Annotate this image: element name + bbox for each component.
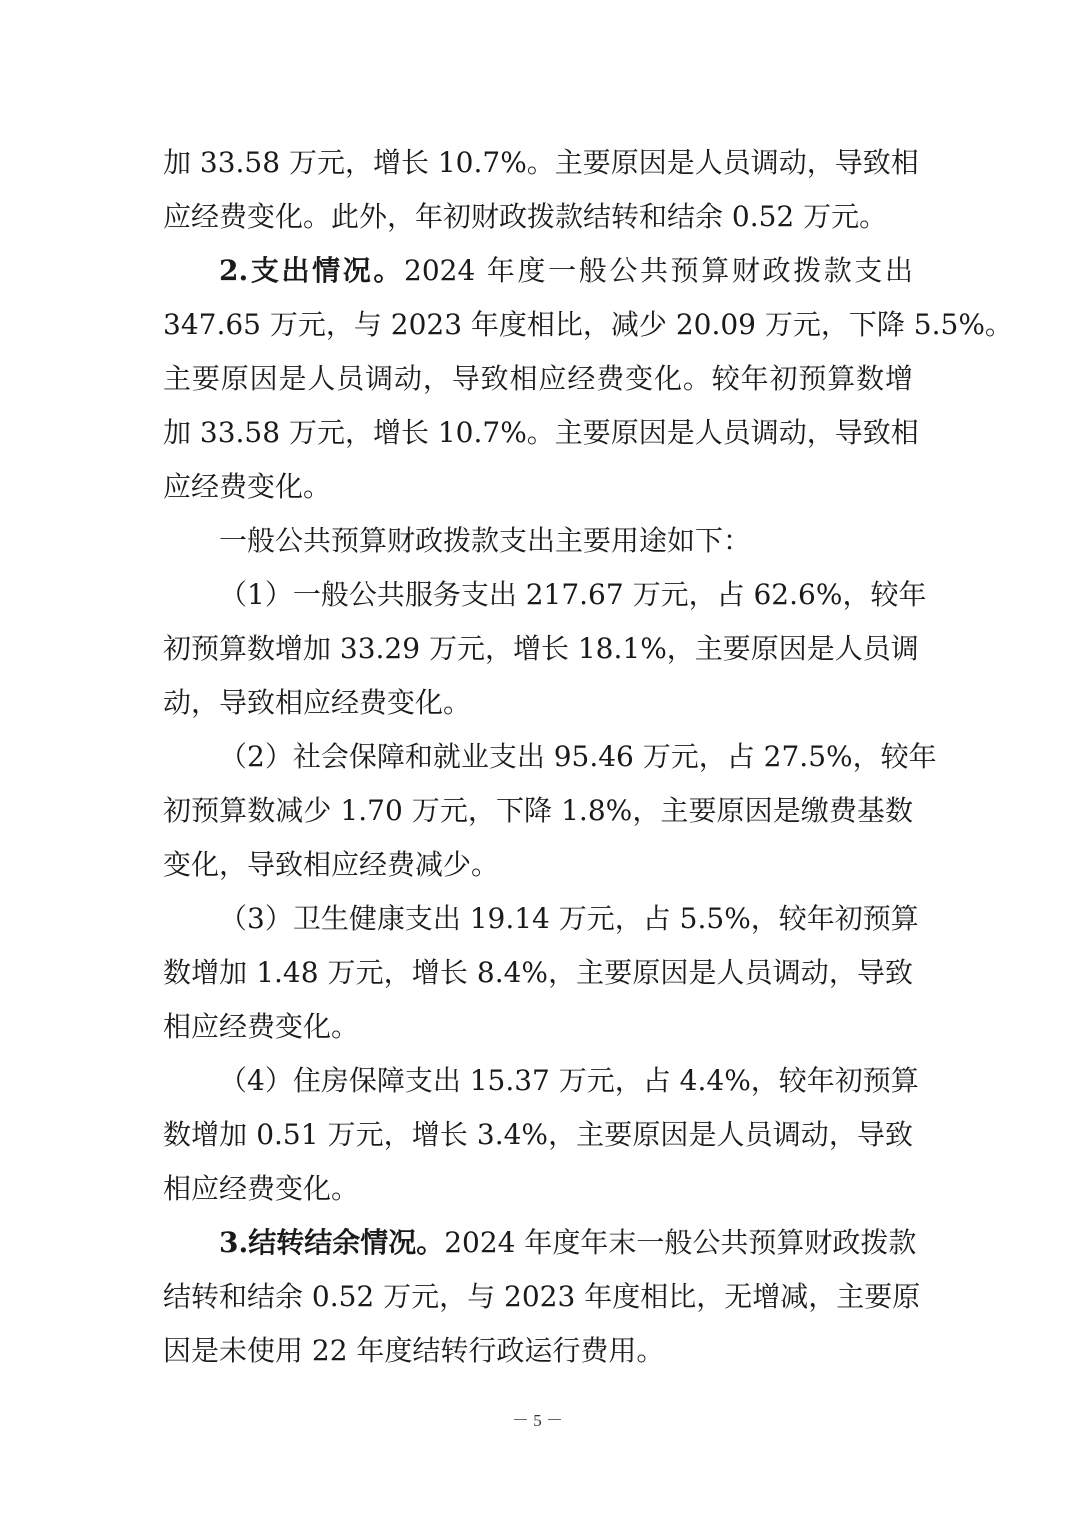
page-number: － 5 － [512,1411,563,1430]
text-line: 应经费变化。 [163,470,332,503]
section-heading: 2.支出情况。 [219,254,405,287]
text-line: 一般公共预算财政拨款支出主要用途如下： [219,524,752,557]
text-line: 数增加 0.51 万元，增长 3.4%，主要原因是人员调动，导致 [163,1118,913,1151]
text-line: 变化，导致相应经费减少。 [163,848,500,881]
text-line: （3）卫生健康支出 19.14 万元，占 5.5%，较年初预算 [219,902,919,935]
text-line: 加 33.58 万元，增长 10.7%。主要原因是人员调动，导致相 [163,416,919,449]
text-line: 因是未使用 22 年度结转行政运行费用。 [163,1334,665,1367]
text-line: 应经费变化。此外，年初财政拨款结转和结余 0.52 万元。 [163,200,888,233]
text-line: （1）一般公共服务支出 217.67 万元，占 62.6%，较年 [219,578,927,611]
text-line: 动，导致相应经费变化。 [163,686,472,719]
section-heading-line [219,1223,917,1263]
text-line: 相应经费变化。 [163,1010,360,1043]
text-line: 初预算数增加 33.29 万元，增长 18.1%，主要原因是人员调 [163,632,919,665]
text-span: 2024 年度一般公共预算财政拨款支出 [404,254,913,287]
section-heading-line [219,251,913,291]
text-line: 347.65 万元，与 2023 年度相比，减少 20.09 万元，下降 5.5%。 [163,308,1013,341]
text-line: （2）社会保障和就业支出 95.46 万元，占 27.5%，较年 [219,740,937,773]
text-line: （4）住房保障支出 15.37 万元，占 4.4%，较年初预算 [219,1064,919,1097]
text-span: 2024 年度年末一般公共预算财政拨款 [444,1226,917,1259]
text-line: 相应经费变化。 [163,1172,360,1205]
text-line: 数增加 1.48 万元，增长 8.4%，主要原因是人员调动，导致 [163,956,913,989]
text-line: 加 33.58 万元，增长 10.7%。主要原因是人员调动，导致相 [163,146,919,179]
text-line: 主要原因是人员调动，导致相应经费变化。较年初预算数增 [163,362,913,395]
text-line: 结转和结余 0.52 万元，与 2023 年度相比，无增减，主要原 [163,1280,921,1313]
text-line: 初预算数减少 1.70 万元，下降 1.8%，主要原因是缴费基数 [163,794,913,827]
section-heading: 3.结转结余情况。 [219,1226,445,1259]
